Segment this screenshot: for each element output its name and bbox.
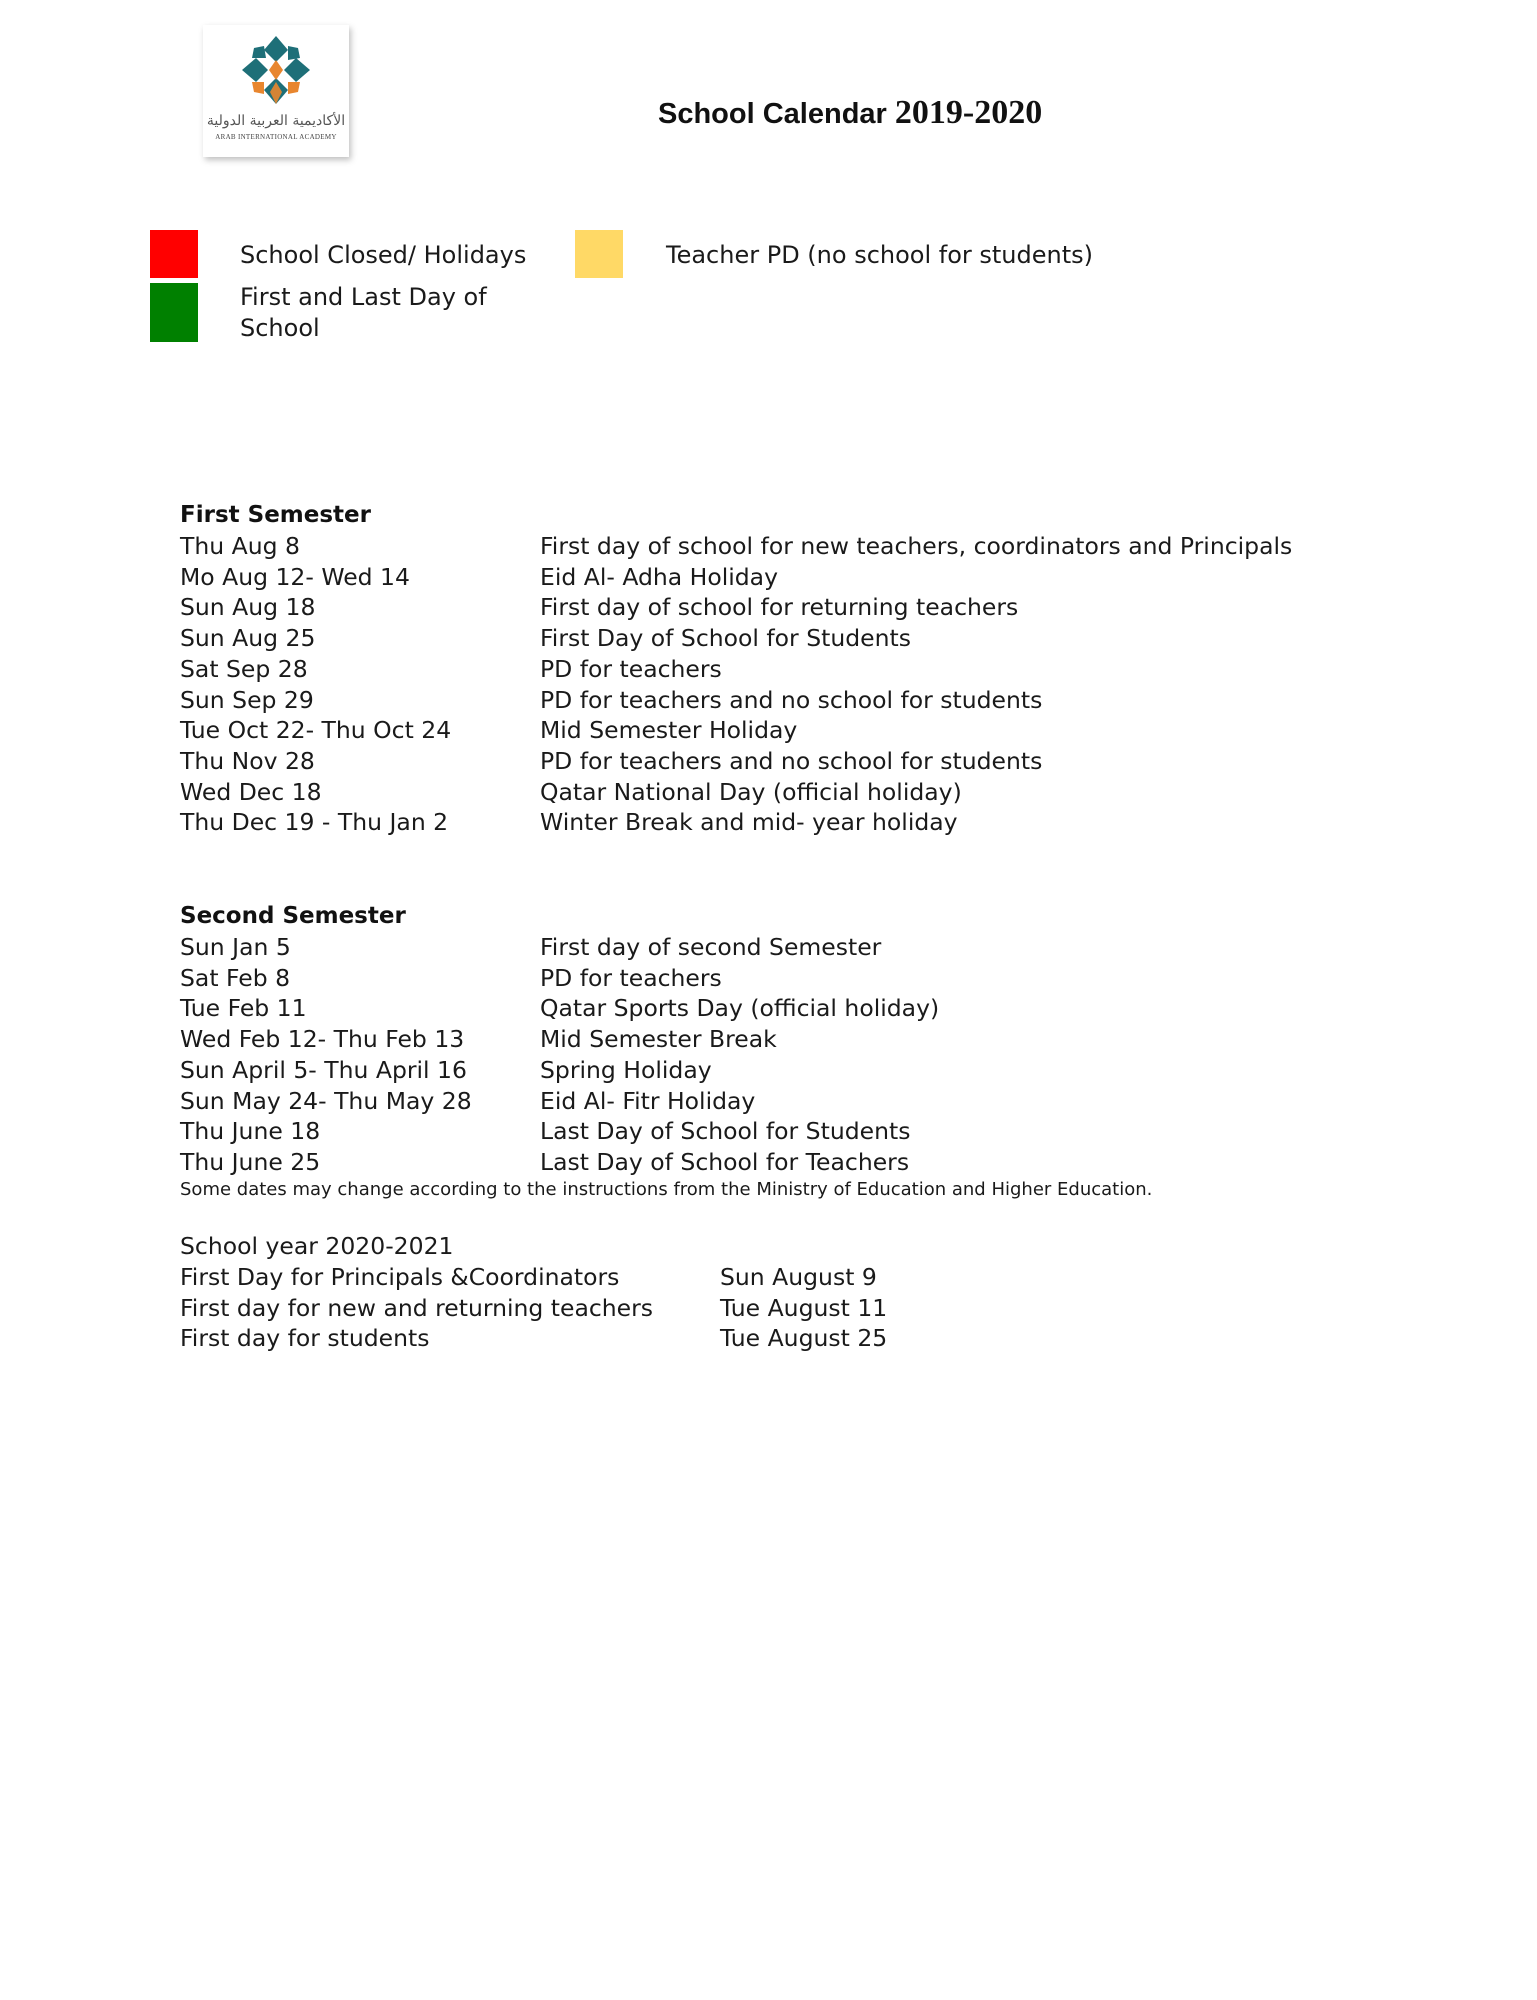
next-year-date: Tue August 11: [720, 1293, 888, 1322]
event-date: Mo Aug 12- Wed 14: [180, 562, 410, 591]
next-year-date: Sun August 9: [720, 1263, 877, 1291]
disclaimer-note: Some dates may change according to the instructions from the Ministry of Education and Higher Education.: [180, 1179, 1153, 1200]
event-row: [180, 531, 1292, 562]
event-date: Wed Dec 18: [180, 777, 322, 806]
academy-logo-icon: [239, 33, 313, 107]
event-description: Eid Al- Adha Holiday: [540, 562, 778, 591]
event-row: [180, 592, 1292, 623]
event-row: [180, 1147, 939, 1178]
event-row: [180, 963, 939, 994]
event-description: PD for teachers and no school for students: [540, 685, 1043, 714]
event-row: [180, 1055, 939, 1086]
event-date: Sat Sep 28: [180, 654, 308, 683]
event-description: First day of second Semester: [540, 933, 882, 961]
first-semester-section: [180, 500, 1292, 838]
event-date: Thu June 25: [180, 1147, 321, 1176]
next-year-heading: School year 2020-2021: [180, 1232, 454, 1260]
event-row: [180, 1086, 939, 1117]
academy-logo: [203, 25, 349, 157]
event-row: [180, 993, 939, 1024]
legend-swatch-first-last: [150, 283, 198, 342]
event-row: [180, 1024, 939, 1055]
event-description: PD for teachers and no school for students: [540, 746, 1043, 775]
next-year-row: [180, 1293, 887, 1324]
first-semester-heading: First Semester: [180, 502, 371, 528]
next-year-label: First day for students: [180, 1324, 430, 1353]
event-description: Mid Semester Holiday: [540, 716, 798, 745]
event-row: [180, 623, 1292, 654]
next-year-row: [180, 1323, 887, 1354]
event-description: Qatar Sports Day (official holiday): [540, 994, 940, 1023]
event-description: Qatar National Day (official holiday): [540, 777, 962, 806]
event-date: Sun Sep 29: [180, 685, 314, 714]
event-date: Tue Feb 11: [180, 994, 307, 1023]
event-date: Sun Aug 25: [180, 624, 316, 653]
event-description: First day of school for new teachers, coordinators and Principals: [540, 532, 1293, 560]
event-row: [180, 654, 1292, 685]
event-description: Last Day of School for Teachers: [540, 1147, 910, 1176]
event-description: First day of school for returning teachers: [540, 593, 1019, 622]
legend-label-teacher-pd: Teacher PD (no school for students): [666, 241, 1094, 269]
event-row: [180, 685, 1292, 716]
event-date: Thu Nov 28: [180, 746, 315, 775]
next-year-label: First Day for Principals &Coordinators: [180, 1263, 620, 1291]
next-year-date: Tue August 25: [720, 1324, 888, 1353]
logo-arabic-name: الأكاديمية العربية الدولية: [206, 113, 346, 129]
page-title-text: School Calendar: [658, 98, 887, 130]
legend-label-closed: School Closed/ Holidays: [240, 241, 527, 269]
event-date: Thu June 18: [180, 1117, 321, 1146]
logo-english-name: ARAB INTERNATIONAL ACADEMY: [215, 133, 337, 141]
next-year-label: First day for new and returning teachers: [180, 1293, 654, 1322]
event-row: [180, 562, 1292, 593]
event-description: Spring Holiday: [540, 1055, 712, 1084]
event-description: Eid Al- Fitr Holiday: [540, 1086, 756, 1115]
event-date: Thu Dec 19 - Thu Jan 2: [180, 808, 449, 837]
event-row: [180, 1116, 939, 1147]
event-row: [180, 777, 1292, 808]
page-title: [658, 95, 1042, 132]
event-row: [180, 807, 1292, 838]
event-description: PD for teachers: [540, 963, 722, 992]
event-description: First Day of School for Students: [540, 624, 911, 653]
event-date: Wed Feb 12- Thu Feb 13: [180, 1025, 465, 1054]
event-row: [180, 932, 939, 963]
event-description: Mid Semester Break: [540, 1025, 777, 1054]
event-date: Sun April 5- Thu April 16: [180, 1055, 467, 1084]
event-date: Thu Aug 8: [180, 532, 300, 560]
next-year-row: [180, 1262, 887, 1293]
event-description: Last Day of School for Students: [540, 1117, 911, 1146]
event-date: Sat Feb 8: [180, 963, 291, 992]
event-date: Sun May 24- Thu May 28: [180, 1086, 472, 1115]
event-row: [180, 746, 1292, 777]
legend-swatch-teacher-pd: [575, 230, 623, 278]
second-semester-section: [180, 901, 939, 1178]
event-description: Winter Break and mid- year holiday: [540, 808, 958, 837]
event-date: Sun Jan 5: [180, 933, 291, 961]
second-semester-heading: Second Semester: [180, 903, 406, 929]
next-year-section: [180, 1231, 887, 1354]
event-description: PD for teachers: [540, 654, 722, 683]
legend-label-first-last: First and Last Day of School: [240, 283, 487, 342]
legend-swatch-closed: [150, 230, 198, 278]
event-row: [180, 715, 1292, 746]
page-title-year: 2019-2020: [894, 94, 1043, 131]
event-date: Sun Aug 18: [180, 593, 316, 622]
event-date: Tue Oct 22- Thu Oct 24: [180, 716, 452, 745]
